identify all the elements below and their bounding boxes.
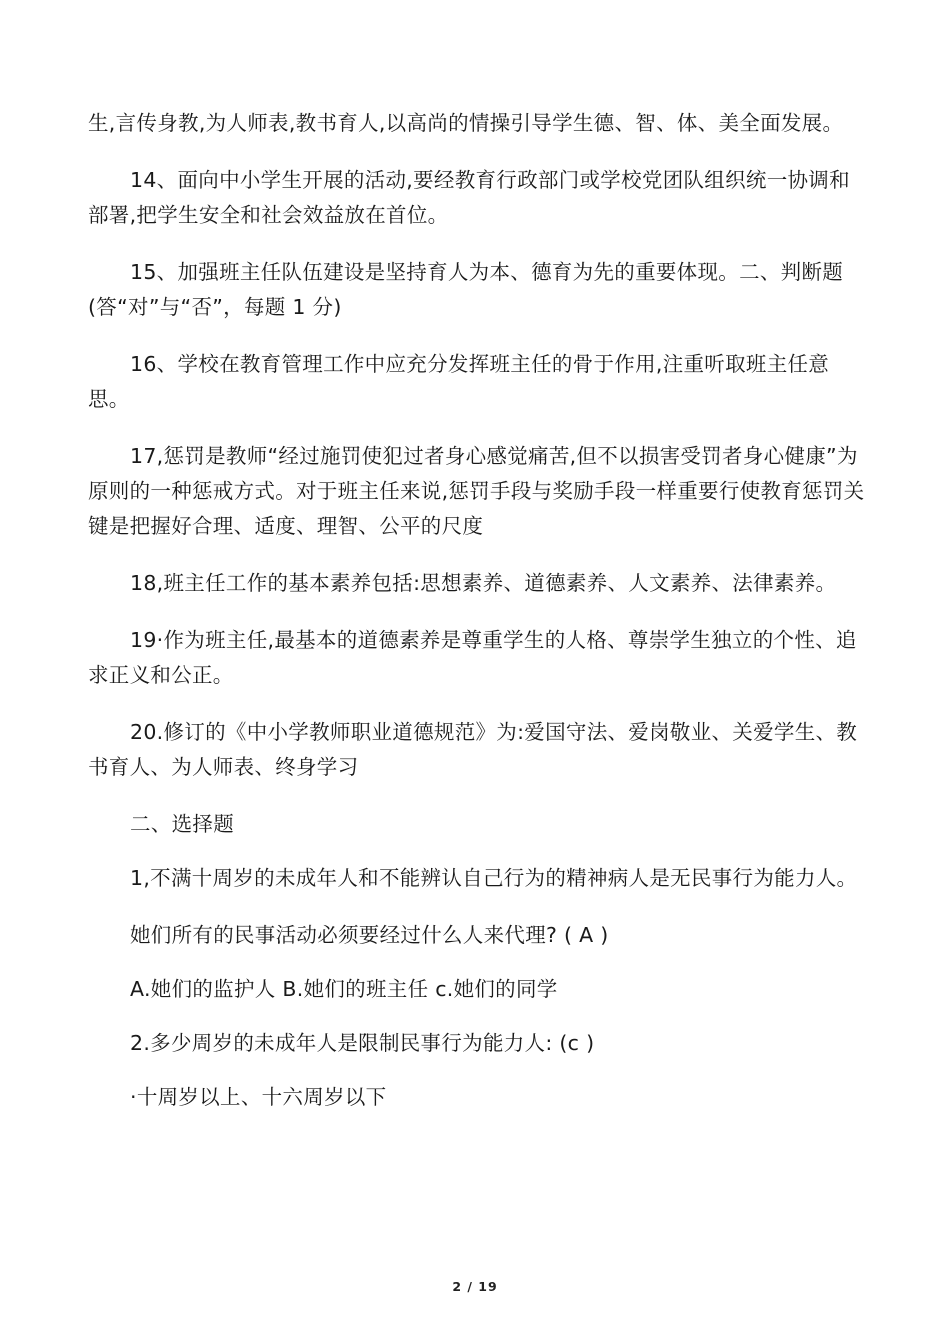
document-body — [88, 106, 868, 1137]
question-1-prompt: 她们所有的民事活动必须要经过什么人来代理? ( A ) — [130, 923, 609, 947]
question-2: 2.多少周岁的未成年人是限制民事行为能力人: (c ) — [130, 1031, 595, 1055]
paragraph-item-15: 15、加强班主任队伍建设是坚持育人为本、德育为先的重要体现。二、判断题(答“对”与“否”，每题 1 分) — [88, 260, 844, 319]
question-1: 1,不满十周岁的未成年人和不能辨认自己行为的精神病人是无民事行为能力人。 — [130, 866, 858, 890]
page-number: 2 / 19 — [452, 1279, 498, 1294]
question-1-options: A.她们的监护人 B.她们的班主任 c.她们的同学 — [130, 977, 558, 1001]
paragraph-item-18: 18,班主任工作的基本素养包括:思想素养、道德素养、人文素养、法律素养。 — [130, 571, 837, 595]
paragraph-item-17: 17,惩罚是教师“经过施罚使犯过者身心感觉痛苦,但不以损害受罚者身心健康”为原则的一种惩戒方式。对于班主任来说,惩罚手段与奖励手段一样重要行使教育惩罚关键是把握好合理、适度、理智、公平的尺度 — [88, 444, 865, 538]
question-2-option: ·十周岁以上、十六周岁以下 — [130, 1085, 387, 1109]
section-heading-choice: 二、选择题 — [130, 812, 234, 836]
paragraph-item-20: 20.修订的《中小学教师职业道德规范》为:爱国守法、爱岗敬业、关爱学生、教书育人、为人师表、终身学习 — [88, 720, 858, 779]
paragraph-continuation: 生,言传身教,为人师表,教书育人,以高尚的情操引导学生德、智、体、美全面发展。 — [88, 111, 844, 135]
paragraph-item-19: 19·作为班主任,最基本的道德素养是尊重学生的人格、尊崇学生独立的个性、追求正义和公正。 — [88, 628, 857, 687]
paragraph-item-14: 14、面向中小学生开展的活动,要经教育行政部门或学校党团队组织统一协调和部署,把学生安全和社会效益放在首位。 — [88, 168, 850, 227]
paragraph-item-16: 16、学校在教育管理工作中应充分发挥班主任的骨于作用,注重听取班主任意思。 — [88, 352, 830, 411]
